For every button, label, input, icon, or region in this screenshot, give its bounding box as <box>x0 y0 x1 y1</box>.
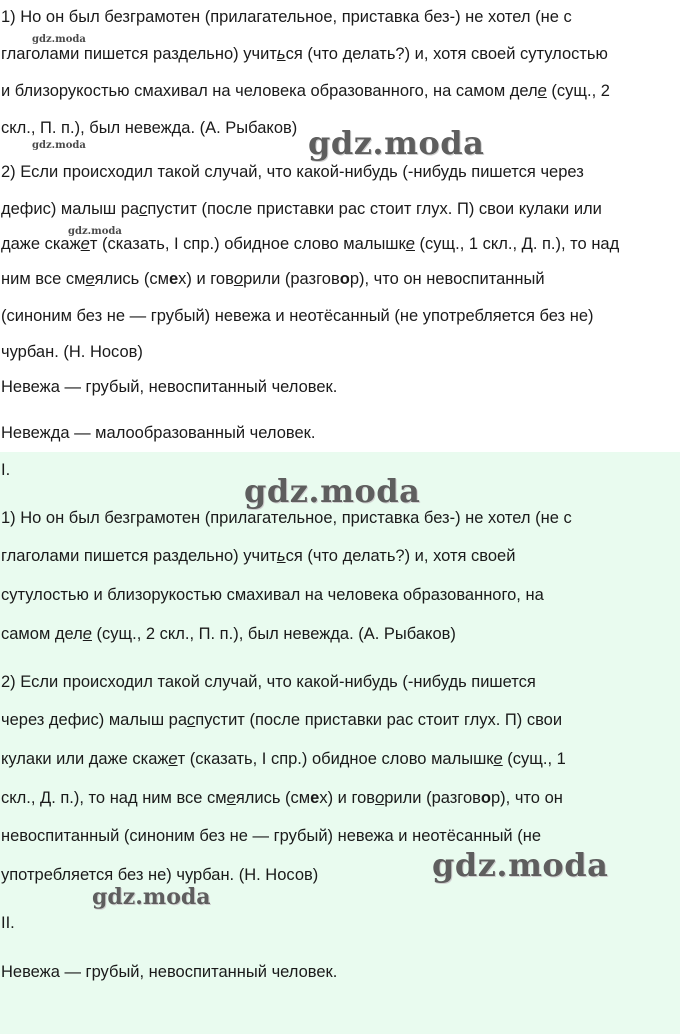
s2-line-5: 2) Если происходил такой случай, что какой-нибудь (-нибудь пишется <box>1 673 536 691</box>
answer-block <box>0 452 680 1034</box>
watermark-logo: gdz.moda <box>308 124 485 162</box>
s1-line-5: 2) Если происходил такой случай, что какой-нибудь (-нибудь пишется через <box>1 163 584 181</box>
watermark-logo: gdz.moda <box>32 34 86 45</box>
watermark-logo: gdz.moda <box>32 140 86 151</box>
watermark-logo: gdz.moda <box>68 226 122 237</box>
s1-line-12: Невежда — малообразованный человек. <box>1 424 316 442</box>
watermark-logo: gdz.moda <box>432 846 609 884</box>
s2-line-8: скл., Д. п.), то над ним все смеялись (смех) и говорили (разговор), что он <box>1 789 563 807</box>
s1-line-10: чурбан. (Н. Носов) <box>1 343 143 361</box>
s1-line-4: скл., П. п.), был невежда. (А. Рыбаков) <box>1 119 298 137</box>
s1-line-6: дефис) малыш распустит (после приставки рас стоит глух. П) свои кулаки или <box>1 200 602 218</box>
s1-line-2: глаголами пишется раздельно) учиться (что делать?) и, хотя своей сутулостью <box>1 45 608 63</box>
watermark-logo: gdz.moda <box>92 884 211 910</box>
s1-line-3: и близорукостью смахивал на человека образованного, на самом деле (сущ., 2 <box>1 82 610 100</box>
s2-line-9: невоспитанный (синоним без не — грубый) невежа и неотёсанный (не <box>1 827 542 845</box>
roman-numeral-2: II. <box>1 914 15 932</box>
s1-line-8: ним все смеялись (смех) и говорили (разговор), что он невоспитанный <box>1 270 545 288</box>
s2-line-7: кулаки или даже скажет (сказать, I спр.) обидное слово малышке (сущ., 1 <box>1 750 566 768</box>
s2-line-2: глаголами пишется раздельно) учиться (что делать?) и, хотя своей <box>1 547 516 565</box>
s2-line-10: употребляется без не) чурбан. (Н. Носов) <box>1 866 319 884</box>
s1-line-7: даже скажет (сказать, I спр.) обидное слово малышке (сущ., 1 скл., Д. п.), то над <box>1 235 620 253</box>
roman-numeral-1: I. <box>1 461 11 479</box>
s1-line-1: 1) Но он был безграмотен (прилагательное, приставка без-) не хотел (не с <box>1 8 572 26</box>
s2-line-4: самом деле (сущ., 2 скл., П. п.), был невежда. (А. Рыбаков) <box>1 625 456 643</box>
s1-line-11: Невежа — грубый, невоспитанный человек. <box>1 378 338 396</box>
watermark-logo: gdz.moda <box>244 472 421 510</box>
s2-line-11: Невежа — грубый, невоспитанный человек. <box>1 963 338 981</box>
s1-line-9: (синоним без не — грубый) невежа и неотёсанный (не употребляется без не) <box>1 307 594 325</box>
s2-line-6: через дефис) малыш распустит (после приставки рас стоит глух. П) свои <box>1 711 563 729</box>
s2-line-3: сутулостью и близорукостью смахивал на человека образованного, на <box>1 586 544 604</box>
s2-line-1: 1) Но он был безграмотен (прилагательное, приставка без-) не хотел (не с <box>1 509 572 527</box>
